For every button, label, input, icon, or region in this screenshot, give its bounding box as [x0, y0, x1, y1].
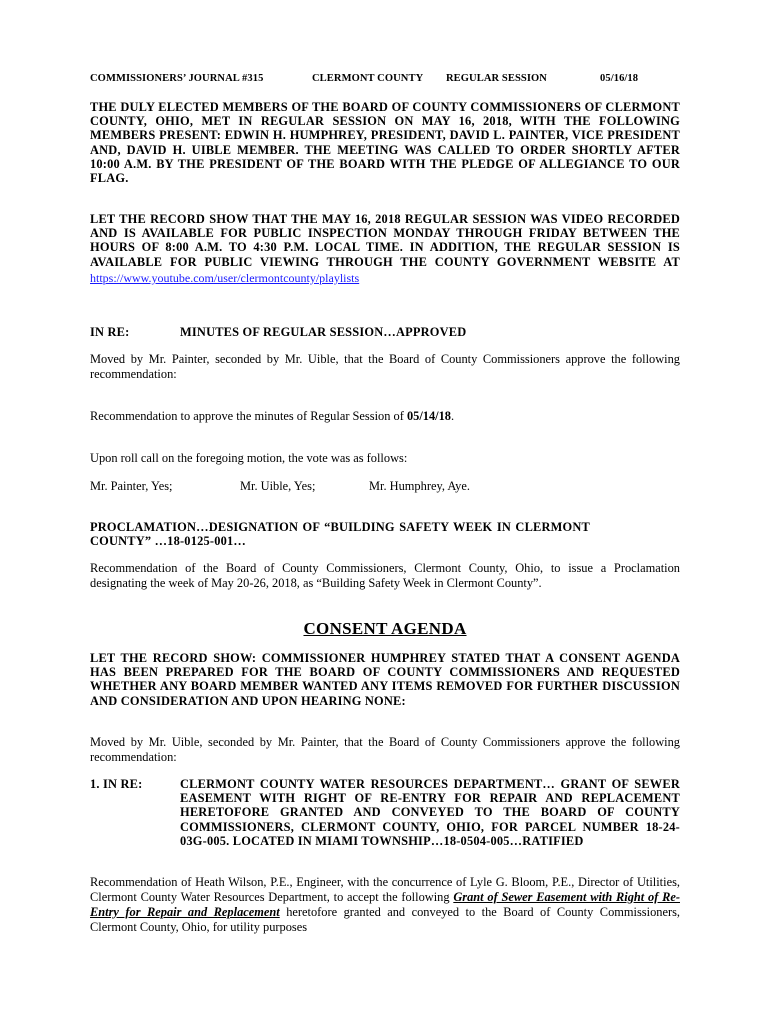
inre-label: IN RE:	[90, 325, 130, 339]
minutes-moved: Moved by Mr. Painter, seconded by Mr. Uible, that the Board of County Commissioners approve the following recommendation:	[90, 352, 680, 381]
item-number: 1. IN RE:	[90, 777, 143, 791]
header-county: CLERMONT COUNTY	[312, 73, 424, 84]
consent-moved: Moved by Mr. Uible, seconded by Mr. Painter, that the Board of County Commissioners approve the following recommendation:	[90, 735, 680, 764]
header-date: 05/16/18	[600, 73, 639, 84]
youtube-playlist-link[interactable]: https://www.youtube.com/user/clermontcounty/playlists	[90, 270, 360, 285]
vote-uible: Mr. Uible, Yes;	[240, 479, 316, 493]
item-title: CLERMONT COUNTY WATER RESOURCES DEPARTMENT… GRANT OF SEWER EASEMENT WITH RIGHT OF RE-ENTRY FOR REPAIR AND REPLACEMENT HERETOFORE GRANTED AND CONVEYED TO THE BOARD OF COUNTY COMMISSIONERS, CLERMONT COUNTY, OHIO, FOR PARCEL NUMBER 18-24-03G-005. LOCATED IN MIAMI TOWNSHIP…18-0504-005…RATIFIED	[180, 777, 680, 848]
proclamation-title: PROCLAMATION…DESIGNATION OF “BUILDING SAFETY WEEK IN CLERMONT COUNTY” …18-0125-001…	[90, 520, 590, 549]
rec-suffix: .	[451, 409, 455, 423]
header-journal: COMMISSIONERS’ JOURNAL #315	[90, 73, 264, 84]
record-show-block	[90, 212, 680, 287]
record-paragraph: LET THE RECORD SHOW THAT THE MAY 16, 2018 REGULAR SESSION WAS VIDEO RECORDED AND IS AVAILABLE FOR PUBLIC INSPECTION MONDAY THROUGH FRIDAY BETWEEN THE HOURS OF 8:00 A.M. TO 4:30 P.M. LOCAL TIME. IN ADDITION, THE REGULAR SESSION IS AVAILABLE FOR PUBLIC VIEWING THROUGH THE COUNTY GOVERNMENT WEBSITE AT	[90, 212, 680, 269]
rec-date: 05/14/18	[406, 409, 451, 423]
proclamation-body: Recommendation of the Board of County Commissioners, Clermont County, Ohio, to issue a Proclamation designating the week of May 20-26, 2018, as “Building Safety Week in Clermont County”.	[90, 561, 680, 590]
minutes-title: MINUTES OF REGULAR SESSION…APPROVED	[180, 325, 467, 339]
roll-call-text: Upon roll call on the foregoing motion, the vote was as follows:	[90, 451, 408, 465]
consent-item-1	[90, 777, 680, 848]
vote-list	[90, 479, 680, 494]
rec-prefix: Recommendation to approve the minutes of Regular Session of	[90, 409, 407, 423]
rec-part-1: Recommendation of Heath Wilson, P.E., Engineer, with the concurrence of Lyle G. Bloom, P.E., Director of Utilities, Clermont County Water Resources Department, to accept the following	[90, 875, 680, 904]
consent-record-show: LET THE RECORD SHOW: COMMISSIONER HUMPHREY STATED THAT A CONSENT AGENDA HAS BEEN PREPARED FOR THE BOARD OF COUNTY COMMISSIONERS AND REQUESTED WHETHER ANY BOARD MEMBER WANTED ANY ITEMS REMOVED FOR FURTHER DISCUSSION AND CONSIDERATION AND UPON HEARING NONE:	[90, 651, 680, 708]
vote-humphrey: Mr. Humphrey, Aye.	[369, 479, 470, 493]
item-1-recommendation	[90, 875, 680, 935]
minutes-inre	[90, 325, 680, 340]
rec-emphasis: Grant of Sewer Easement with Right of Re-Entry for Repair and Replacement	[90, 890, 680, 919]
consent-agenda-heading: CONSENT AGENDA	[303, 619, 467, 638]
minutes-recommendation	[90, 409, 680, 424]
intro-paragraph: THE DULY ELECTED MEMBERS OF THE BOARD OF COUNTY COMMISSIONERS OF CLERMONT COUNTY, OHIO, MET IN REGULAR SESSION ON MAY 16, 2018, WITH THE FOLLOWING MEMBERS PRESENT: EDWIN H. HUMPHREY, PRESIDENT, DAVID L. PAINTER, VICE PRESIDENT AND, DAVID H. UIBLE MEMBER. THE MEETING WAS CALLED TO ORDER SHORTLY AFTER 10:00 A.M. BY THE PRESIDENT OF THE BOARD WITH THE PLEDGE OF ALLEGIANCE TO OUR FLAG.	[90, 100, 680, 186]
header-session: REGULAR SESSION	[446, 73, 547, 84]
journal-header	[90, 73, 680, 84]
vote-painter: Mr. Painter, Yes;	[90, 479, 173, 493]
rec-part-2: heretofore granted and conveyed to the Board of County Commissioners, Clermont County, Ohio, for utility purposes	[90, 905, 681, 934]
